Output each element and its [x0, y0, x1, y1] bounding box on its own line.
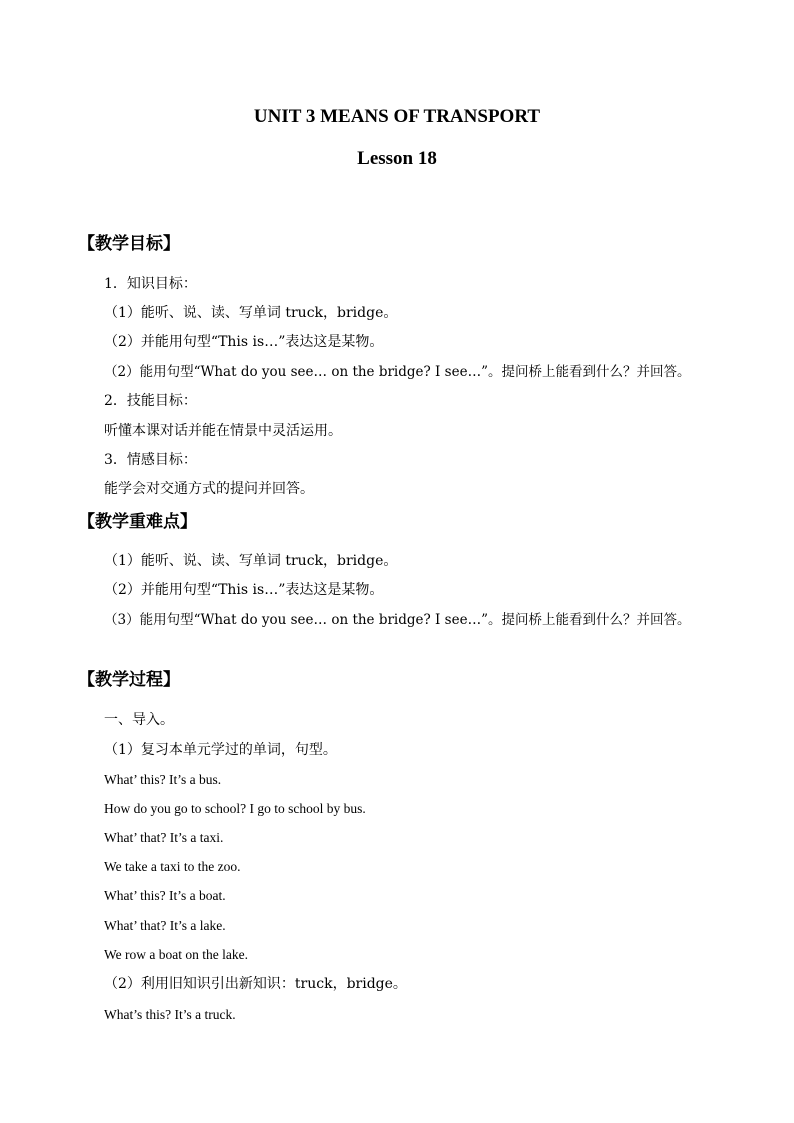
- objectives-line: 3．情感目标：: [104, 452, 197, 468]
- key-points-line: （1）能听、说、读、写单词 truck，bridge。: [104, 553, 398, 569]
- key-points-heading: 【教学重难点】: [78, 512, 197, 532]
- process-line: What’s this? It’s a truck.: [104, 1007, 236, 1022]
- key-points-line: （3）能用句型“What do you see… on the bridge? I see…”。提问桥上能看到什么？并回答。: [104, 612, 691, 628]
- process-line: （2）利用旧知识引出新知识：truck，bridge。: [104, 976, 407, 992]
- process-line: We take a taxi to the zoo.: [104, 859, 241, 874]
- process-line: 一、导入。: [104, 712, 174, 728]
- process-line: （1）复习本单元学过的单词，句型。: [104, 742, 337, 758]
- process-line: How do you go to school? I go to school by bus.: [104, 801, 366, 816]
- document-title: UNIT 3 MEANS OF TRANSPORT: [253, 106, 541, 127]
- key-points-line: （2）并能用句型“This is…”表达这是某物。: [104, 582, 384, 598]
- objectives-line: 能学会对交通方式的提问并回答。: [104, 481, 314, 497]
- objectives-line: 1．知识目标：: [104, 276, 197, 292]
- process-line: What’ this? It’s a boat.: [104, 888, 226, 903]
- objectives-heading: 【教学目标】: [78, 234, 180, 254]
- objectives-line: （2）并能用句型“This is…”表达这是某物。: [104, 334, 384, 350]
- process-line: We row a boat on the lake.: [104, 947, 248, 962]
- objectives-line: 听懂本课对话并能在情景中灵活运用。: [104, 423, 342, 439]
- lesson-title: Lesson 18: [357, 148, 437, 169]
- objectives-line: 2．技能目标：: [104, 393, 197, 409]
- objectives-line: （1）能听、说、读、写单词 truck，bridge。: [104, 305, 398, 321]
- process-line: What’ this? It’s a bus.: [104, 772, 222, 787]
- process-line: What’ that? It’s a lake.: [104, 918, 226, 933]
- process-heading: 【教学过程】: [78, 670, 180, 690]
- process-line: What’ that? It’s a taxi.: [104, 830, 224, 845]
- objectives-line: （2）能用句型“What do you see… on the bridge? I see…”。提问桥上能看到什么？并回答。: [104, 364, 691, 380]
